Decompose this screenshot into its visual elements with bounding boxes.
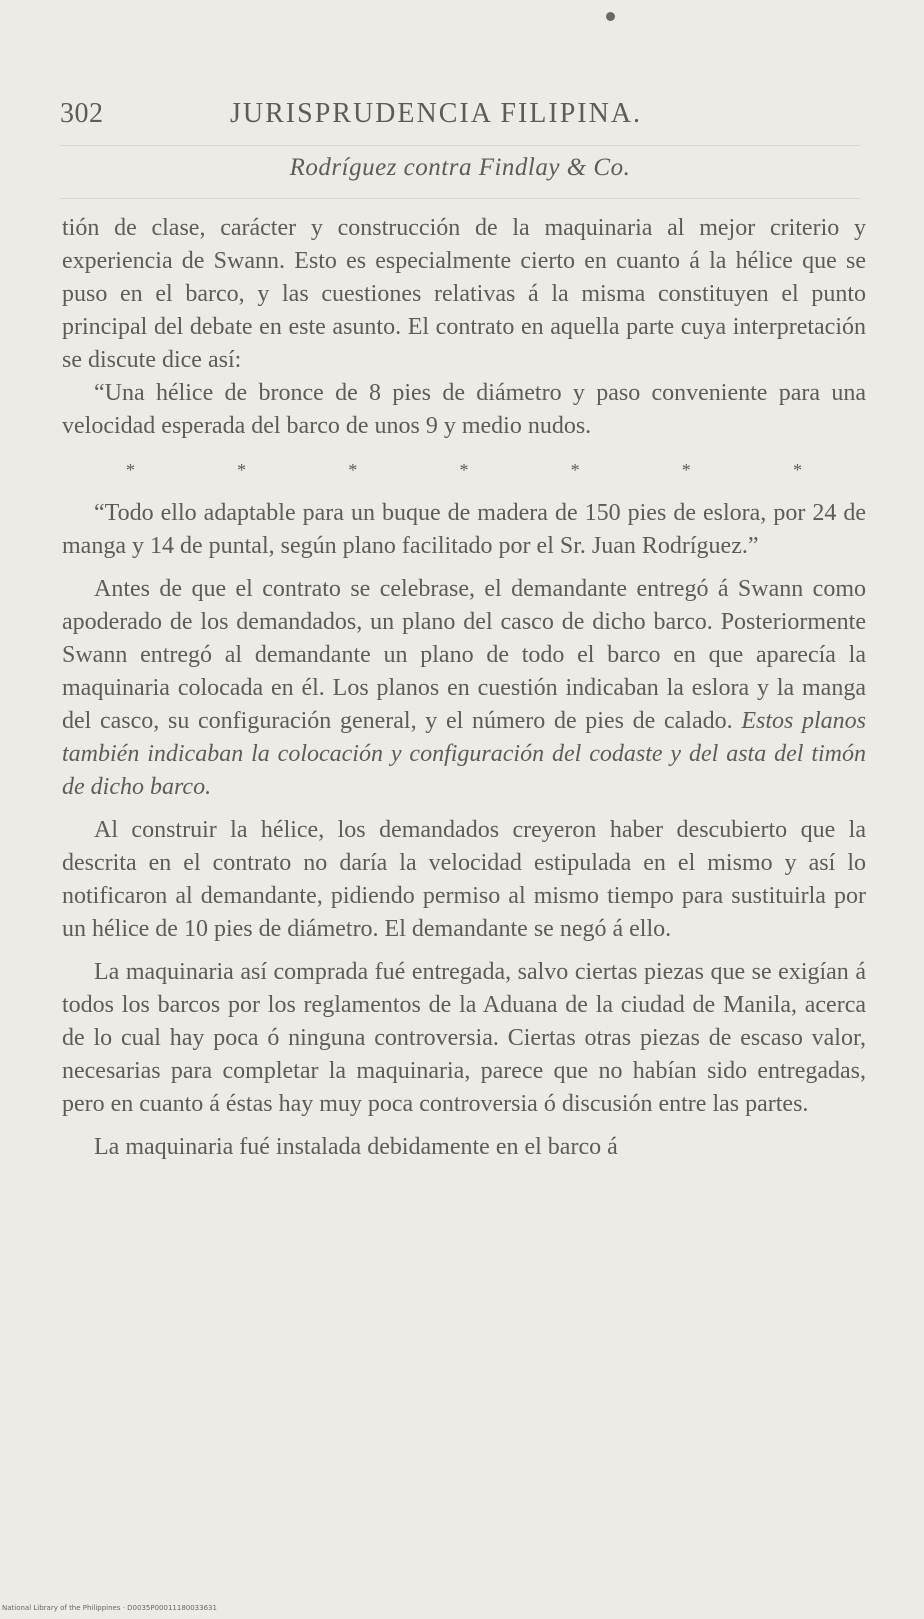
star: * bbox=[570, 460, 580, 480]
paragraph-6: La maquinaria así comprada fué entregada, salvo ciertas piezas que se exigían á todos los barcos por los reglamentos de la Aduana de la ciudad de Manila, acerca de lo cual hay poca ó ninguna controversia. Ciertas otras piezas de escaso valor, necesarias para completar la maquinaria, parece que no habían sido entregadas, pero en cuanto á éstas hay muy poca controversia ó discusión entre las partes. bbox=[62, 959, 866, 1117]
body-text bbox=[62, 212, 866, 1164]
paragraph-4 bbox=[62, 573, 866, 804]
page-header bbox=[60, 98, 860, 138]
paragraph-quote-1: “Una hélice de bronce de 8 pies de diámetro y paso conveniente para una velocidad esperada del barco de unos 9 y medio nudos. bbox=[62, 380, 866, 439]
running-title: JURISPRUDENCIA FILIPINA. bbox=[230, 98, 643, 129]
ellipsis-stars bbox=[62, 443, 866, 497]
library-stamp: National Library of the Philippines · D0035P00011180033631 bbox=[2, 1604, 217, 1612]
page-number: 302 bbox=[60, 98, 104, 129]
ink-spot bbox=[606, 12, 615, 21]
paragraph-4-italic: Estos planos también indicaban la colocación y configuración del codaste y del asta del timón de dicho barco. bbox=[62, 708, 867, 800]
star: * bbox=[237, 460, 247, 480]
paragraph-1: tión de clase, carácter y construcción de la maquinaria al mejor criterio y experiencia de Swann. Esto es especialmente cierto en cuanto á la hélice que se puso en el barco, y las cuestiones relativas á la misma constituyen el punto principal del debate en este asunto. El contrato en aquella parte cuya interpretación se discute dice así: bbox=[62, 215, 866, 373]
paragraph-5: Al construir la hélice, los demandados creyeron haber descubierto que la descrita en el contrato no daría la velocidad estipulada en el mismo y así lo notificaron al demandante, pidiendo permiso al mismo tiempo para sustituirla por un hélice de 10 pies de diámetro. El demandante se negó á ello. bbox=[62, 817, 866, 942]
paragraph-7: La maquinaria fué instalada debidamente en el barco á bbox=[94, 1134, 618, 1160]
star: * bbox=[126, 460, 135, 480]
star: * bbox=[681, 460, 691, 480]
star: * bbox=[459, 460, 469, 480]
case-title: Rodríguez contra Findlay & Co. bbox=[289, 154, 631, 181]
star: * bbox=[348, 460, 358, 480]
paragraph-quote-2: “Todo ello adaptable para un buque de madera de 150 pies de eslora, por 24 de manga y 14 de puntal, según plano facilitado por el Sr. Juan Rodríguez.” bbox=[62, 500, 866, 559]
paragraph-4-text: Antes de que el contrato se celebrase, el demandante entregó á Swann como apoderado de los demandados, un plano del casco de dicho barco. Posteriormente Swann entregó al demandante un plano de todo el barco en que aparecía la maquinaria colocada en él. Los planos en cuestión indicaban la eslora y la manga del casco, su configuración general, y el número de pies de calado. bbox=[62, 576, 866, 734]
header-rule bbox=[60, 145, 860, 146]
subtitle-rule bbox=[60, 198, 860, 199]
star: * bbox=[792, 460, 802, 480]
